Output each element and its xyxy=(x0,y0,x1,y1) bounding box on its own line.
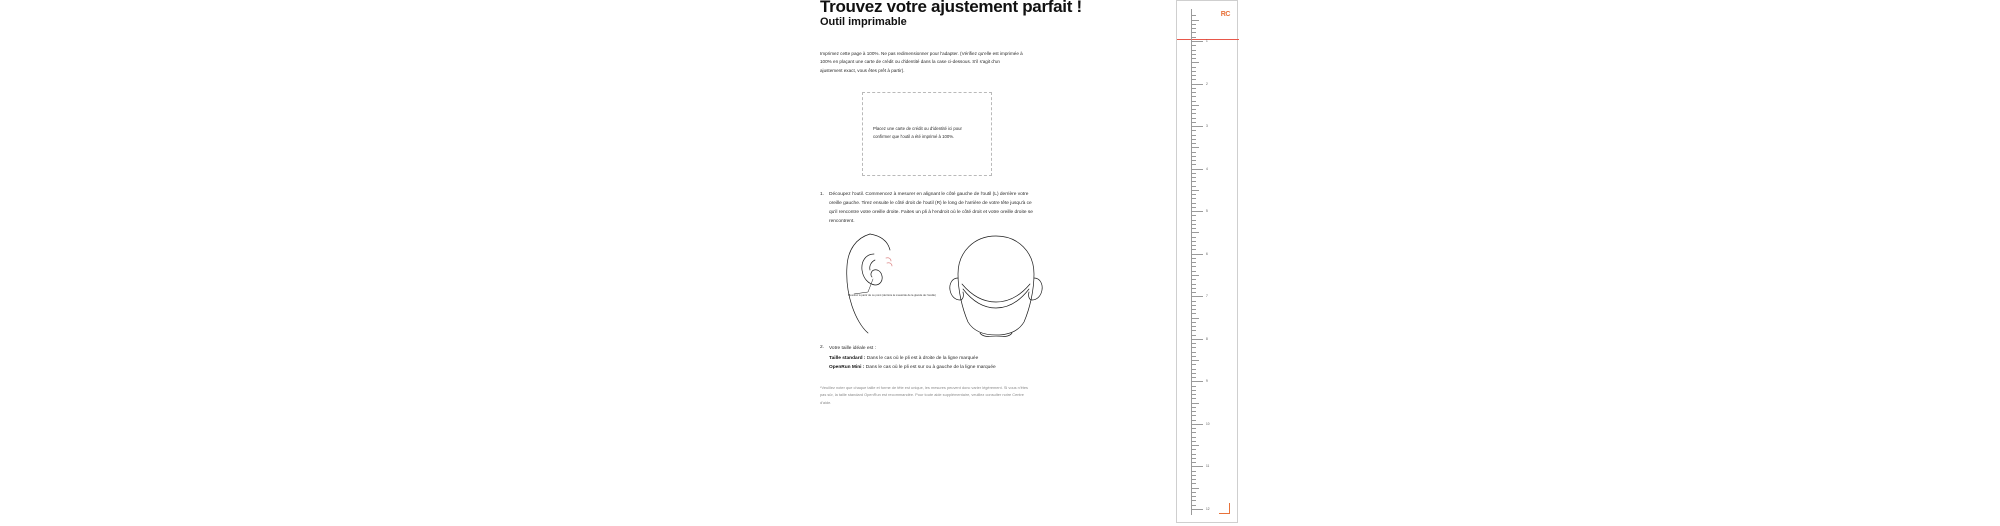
ruler-tick-minor xyxy=(1191,301,1196,302)
head-measurement-illustration xyxy=(830,232,1050,337)
ruler-tick-label: 9 xyxy=(1206,379,1208,384)
ruler-tick-minor xyxy=(1191,398,1196,399)
ruler-tick-mid xyxy=(1191,190,1199,191)
ruler-tick-minor xyxy=(1191,186,1196,187)
ruler-tick-minor xyxy=(1191,292,1196,293)
footnote: *Veuillez noter que chaque taille et forme de tête est unique, les mesures peuvent donc varier légèrement. Si vous n'êtes pas sûr, la taille standard OpenRun est recommandée. Pour toute aide supplémentaire, veuillez consulter notre Centre d'aide. xyxy=(820,385,1028,405)
step-2 xyxy=(820,344,1040,373)
size-threshold-line xyxy=(1177,39,1239,40)
ruler-tick-minor xyxy=(1191,224,1196,225)
ruler-tick-minor xyxy=(1191,54,1196,55)
ruler-tick-label: 5 xyxy=(1206,209,1208,214)
ruler-tick-minor xyxy=(1191,228,1196,229)
ruler-tick-major xyxy=(1191,169,1203,170)
step-2-number: 2. xyxy=(820,345,825,350)
size-option-mini-label: OpenRun Mini : xyxy=(829,365,865,371)
ruler-tick-minor xyxy=(1191,500,1196,501)
ruler-tick-minor xyxy=(1191,122,1196,123)
ruler-tick-minor xyxy=(1191,428,1196,429)
ruler-tick-minor xyxy=(1191,458,1196,459)
ruler-tick-minor xyxy=(1191,24,1196,25)
size-option-standard-label: Taille standard : xyxy=(829,355,866,361)
ruler-tick-minor xyxy=(1191,37,1196,38)
ruler-tick-minor xyxy=(1191,437,1196,438)
step-2-text: Votre taille idéale est : xyxy=(829,346,876,351)
ruler-tick-mid xyxy=(1191,445,1199,446)
printable-ruler-panel xyxy=(1176,0,1238,523)
ruler-tick-minor xyxy=(1191,152,1196,153)
ruler-tick-minor xyxy=(1191,164,1196,165)
ruler-tick-label: 6 xyxy=(1206,251,1208,256)
ruler-tick-minor xyxy=(1191,313,1196,314)
ruler-tick-mid xyxy=(1191,360,1199,361)
ruler-tick-minor xyxy=(1191,173,1196,174)
illustration-callout: Mesurez à partir de ce point (derrière la mastoïde de la glande de l'oreille) xyxy=(848,294,936,297)
ruler-tick-minor xyxy=(1191,79,1196,80)
ruler-tick-major xyxy=(1191,296,1203,297)
ruler-tick-mid xyxy=(1191,105,1199,106)
card-placement-instruction: Placez une carte de crédit ou d'identité ici pour confirmer que l'outil a été imprimé à 100%. xyxy=(873,126,962,140)
ruler-tick-minor xyxy=(1191,432,1196,433)
ruler-tick-minor xyxy=(1191,322,1196,323)
ruler-tick-minor xyxy=(1191,50,1196,51)
ruler-tick-minor xyxy=(1191,411,1196,412)
ruler-tick-minor xyxy=(1191,352,1196,353)
page-subtitle: Outil imprimable xyxy=(820,16,907,28)
ruler-tick-mid xyxy=(1191,488,1199,489)
ruler-tick-mid xyxy=(1191,62,1199,63)
ruler-tick-minor xyxy=(1191,113,1196,114)
ruler-tick-minor xyxy=(1191,271,1196,272)
ruler-tick-major xyxy=(1191,84,1203,85)
ruler-tick-minor xyxy=(1191,71,1196,72)
ruler-tick-minor xyxy=(1191,143,1196,144)
ruler-tick-minor xyxy=(1191,88,1196,89)
ruler-tick-label: 7 xyxy=(1206,294,1208,299)
ruler-tick-minor xyxy=(1191,156,1196,157)
ruler-tick-major xyxy=(1191,339,1203,340)
ruler-tick-minor xyxy=(1191,220,1196,221)
ruler-tick-minor xyxy=(1191,245,1196,246)
ruler-tick-minor xyxy=(1191,492,1196,493)
ruler-tick-minor xyxy=(1191,32,1196,33)
ruler-tick-minor xyxy=(1191,258,1196,259)
size-option-standard-desc: Dans le cas où le pli est à droite de la ligne marquée xyxy=(866,355,979,361)
ruler-tick-mid xyxy=(1191,147,1199,148)
ruler-tick-minor xyxy=(1191,386,1196,387)
ruler-tick-label: 12 xyxy=(1206,507,1210,511)
ruler-tick-minor xyxy=(1191,330,1196,331)
ruler-tick-minor xyxy=(1191,483,1196,484)
ruler-tick-minor xyxy=(1191,198,1196,199)
size-option-mini xyxy=(829,363,996,373)
ruler-tick-minor xyxy=(1191,118,1196,119)
ruler-tick-minor xyxy=(1191,203,1196,204)
ruler-tick-minor xyxy=(1191,284,1196,285)
ruler-tick-major xyxy=(1191,211,1203,212)
ruler-tick-minor xyxy=(1191,364,1196,365)
size-option-mini-desc: Dans le cas où le pli est sur ou à gauche de la ligne marquée xyxy=(865,365,996,371)
ruler-tick-minor xyxy=(1191,471,1196,472)
ruler-tick-minor xyxy=(1191,249,1196,250)
ruler-tick-minor xyxy=(1191,390,1196,391)
ruler-tick-minor xyxy=(1191,20,1199,21)
ruler-tick-minor xyxy=(1191,305,1196,306)
ruler-tick-minor xyxy=(1191,92,1196,93)
ruler-tick-minor xyxy=(1191,101,1196,102)
ruler-tick-mid xyxy=(1191,403,1199,404)
ruler-tick-label: 3 xyxy=(1206,124,1208,129)
step-2-text-block xyxy=(829,344,996,373)
ruler-tick-label: 1 xyxy=(1206,39,1208,43)
corner-mark-icon xyxy=(1219,503,1230,514)
step-1-number: 1. xyxy=(820,192,825,197)
ruler-tick-minor xyxy=(1191,373,1196,374)
ruler-tick-minor xyxy=(1191,377,1196,378)
ruler-tick-minor xyxy=(1191,356,1196,357)
ruler-tick-minor xyxy=(1191,45,1196,46)
ruler-tick-minor xyxy=(1191,343,1196,344)
ruler-tick-major xyxy=(1191,126,1203,127)
step-1 xyxy=(820,191,1035,226)
ruler-tick-major xyxy=(1191,254,1203,255)
ruler-tick-minor xyxy=(1191,454,1196,455)
ruler-tick-minor xyxy=(1191,160,1196,161)
ruler-tick-major xyxy=(1191,466,1203,467)
ruler-tick-mid xyxy=(1191,275,1199,276)
intro-paragraph: Imprimez cette page à 100%. Ne pas redimensionner pour l'adapter. (Vérifiez qu'elle est imprimée à 100% en plaçant une carte de crédit ou d'identité dans la case ci-dessous. S'il s'agit d'un ajustement exact, vous êtes prêt à partir). xyxy=(820,51,1023,73)
ruler-tick-minor xyxy=(1191,96,1196,97)
brand-logo: RC xyxy=(1220,11,1230,18)
ruler-tick-minor xyxy=(1191,505,1196,506)
ruler-tick-mid xyxy=(1191,232,1199,233)
ruler-tick-minor xyxy=(1191,262,1196,263)
ruler-tick-major xyxy=(1191,381,1203,382)
ruler-tick-minor xyxy=(1191,177,1196,178)
ruler-tick-minor xyxy=(1191,415,1196,416)
ruler-tick-minor xyxy=(1191,347,1196,348)
ruler-tick-minor xyxy=(1191,420,1196,421)
ruler-tick-minor xyxy=(1191,407,1196,408)
ruler-tick-minor xyxy=(1191,130,1196,131)
step-1-text: Découpez l'outil. Commencez à mesurer en alignant le côté gauche de l'outil (L) derrière votre oreille gauche. Tirez ensuite le côté droit de l'outil (R) le long de l'arrière de votre tête jusqu'à ce qu'il rencontre votre oreille droite. Faites un pli à l'endroit où le côté droit et votre oreille droite se rencontrent. xyxy=(829,192,1033,224)
ruler-tick-minor xyxy=(1191,67,1196,68)
ruler-tick-minor xyxy=(1191,369,1196,370)
ruler-tick-minor xyxy=(1191,28,1196,29)
ruler-tick-minor xyxy=(1191,309,1196,310)
ruler-tick-minor xyxy=(1191,279,1196,280)
ruler-tick-minor xyxy=(1191,181,1196,182)
ruler-tick-mid xyxy=(1191,318,1199,319)
document-column xyxy=(820,0,1082,526)
ruler-tick-minor xyxy=(1191,109,1196,110)
illustration-svg xyxy=(830,232,1050,337)
ruler-tick-minor xyxy=(1191,241,1196,242)
ruler-tick-label: 11 xyxy=(1206,464,1210,469)
ruler-tick-minor xyxy=(1191,449,1196,450)
card-placement-box xyxy=(862,92,992,176)
ruler-tick-minor xyxy=(1191,135,1196,136)
ruler-tick-minor xyxy=(1191,58,1196,59)
ruler-tick-major xyxy=(1191,41,1203,42)
ruler-tick-major xyxy=(1191,424,1203,425)
ruler-tick-minor xyxy=(1191,15,1196,16)
ruler-tick-minor xyxy=(1191,75,1196,76)
ruler-tick-label: 2 xyxy=(1206,81,1208,86)
ruler-tick-minor xyxy=(1191,335,1196,336)
ruler-tick-minor xyxy=(1191,479,1196,480)
ruler-tick-minor xyxy=(1191,194,1196,195)
ruler-tick-minor xyxy=(1191,326,1196,327)
ruler-tick-minor xyxy=(1191,139,1196,140)
ruler-tick-minor xyxy=(1191,394,1196,395)
ruler-tick-minor xyxy=(1191,237,1196,238)
size-option-standard xyxy=(829,354,996,364)
ruler-tick-label: 10 xyxy=(1206,421,1210,426)
ruler-tick-label: 8 xyxy=(1206,336,1208,341)
ruler-tick-minor xyxy=(1191,441,1196,442)
page-title: Trouvez votre ajustement parfait ! xyxy=(820,0,1082,16)
ruler-tick-minor xyxy=(1191,207,1196,208)
ruler-tick-minor xyxy=(1191,215,1196,216)
ruler-tick-minor xyxy=(1191,475,1196,476)
ruler-tick-label: 4 xyxy=(1206,166,1208,171)
ruler-tick-minor xyxy=(1191,496,1196,497)
ruler-tick-minor xyxy=(1191,288,1196,289)
ruler-tick-major xyxy=(1191,509,1203,510)
ruler-tick-minor xyxy=(1191,462,1196,463)
ruler-tick-minor xyxy=(1191,266,1196,267)
